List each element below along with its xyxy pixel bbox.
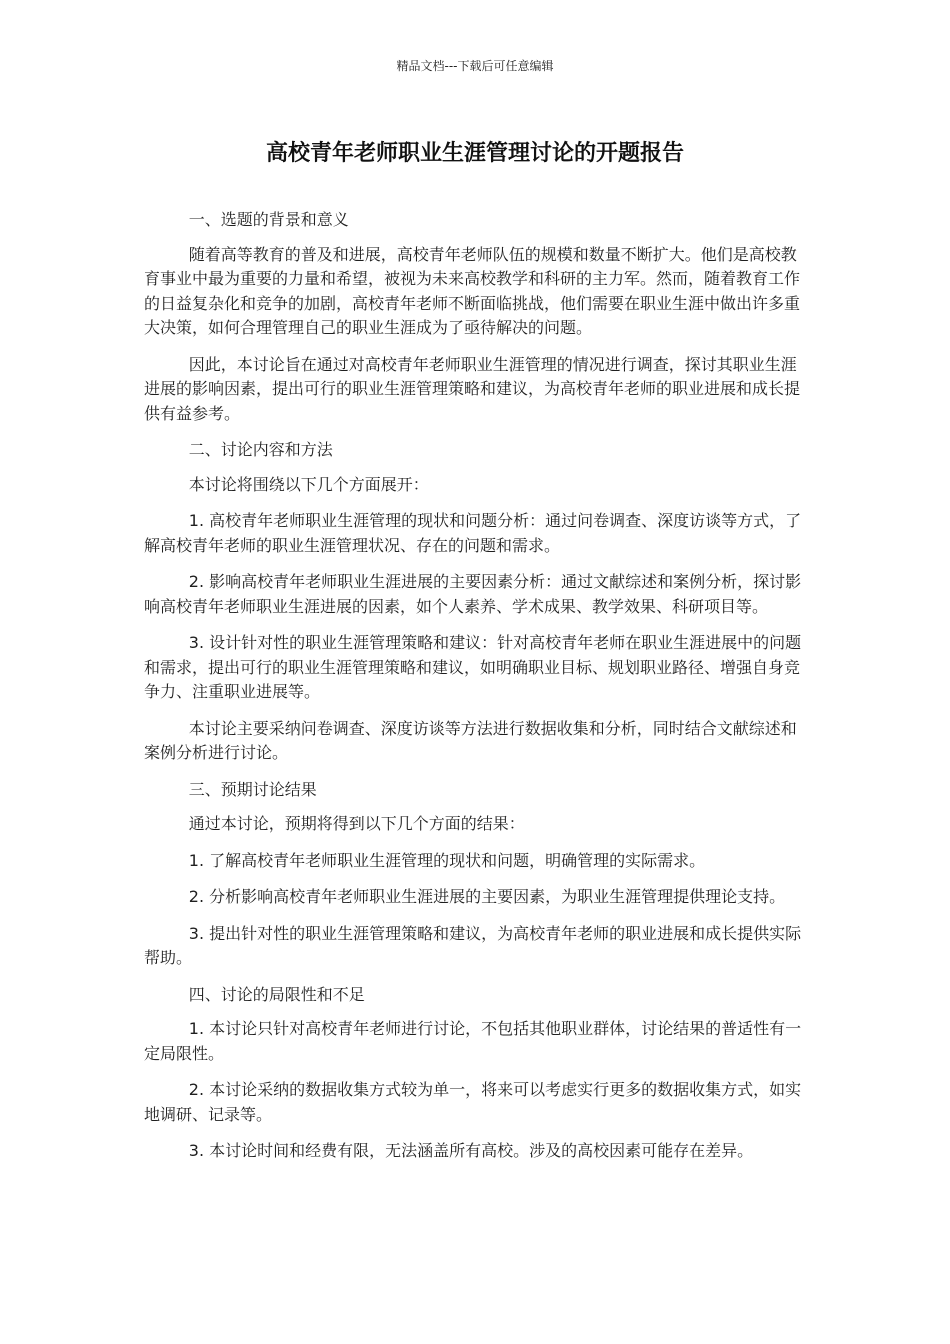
header-note: 精品文档---下载后可任意编辑 xyxy=(396,59,554,73)
list-item-results-3: 3. 提出针对性的职业生涯管理策略和建议，为高校青年老师的职业进展和成长提供实际帮助。 xyxy=(144,923,802,967)
list-item-limitations-3: 3. 本讨论时间和经费有限，无法涵盖所有高校。涉及的高校因素可能存在差异。 xyxy=(188,1141,754,1160)
list-item-content-3: 3. 设计针对性的职业生涯管理策略和建议：针对高校青年老师在职业生涯进展中的问题和需求，提出可行的职业生涯管理策略和建议，如明确职业目标、规划职业路径、增强自身竞争力、注重职业进展等。 xyxy=(144,633,802,701)
list-item-limitations-1: 1. 本讨论只针对高校青年老师进行讨论，不包括其他职业群体，讨论结果的普适性有一定局限性。 xyxy=(144,1019,802,1063)
document-body xyxy=(144,208,806,1176)
list-item-content-1: 1. 高校青年老师职业生涯管理的现状和问题分析：通过问卷调查、深度访谈等方式，了解高校青年老师的职业生涯管理状况、存在的问题和需求。 xyxy=(144,511,802,555)
section-heading-results: 三、预期讨论结果 xyxy=(188,779,317,799)
paragraph-method: 本讨论主要采纳问卷调查、深度访谈等方法进行数据收集和分析，同时结合文献综述和案例分析进行讨论。 xyxy=(144,718,797,762)
paragraph-results-intro: 通过本讨论，预期将得到以下几个方面的结果： xyxy=(188,814,525,833)
list-item-results-2: 2. 分析影响高校青年老师职业生涯进展的主要因素，为职业生涯管理提供理论支持。 xyxy=(188,887,786,906)
section-heading-limitations: 四、讨论的局限性和不足 xyxy=(188,984,365,1004)
paragraph-background-1: 随着高等教育的普及和进展，高校青年老师队伍的规模和数量不断扩大。他们是高校教育事业中最为重要的力量和希望，被视为未来高校教学和科研的主力军。然而，随着教育工作的日益复杂化和竞争的加剧，高校青年老师不断面临挑战，他们需要在职业生涯中做出许多重大决策，如何合理管理自己的职业生涯成为了亟待解决的问题。 xyxy=(144,244,801,337)
list-item-results-1: 1. 了解高校青年老师职业生涯管理的现状和问题，明确管理的实际需求。 xyxy=(188,850,706,870)
paragraph-background-2: 因此，本讨论旨在通过对高校青年老师职业生涯管理的情况进行调查，探讨其职业生涯进展的影响因素，提出可行的职业生涯管理策略和建议，为高校青年老师的职业进展和成长提供有益参考。 xyxy=(144,354,801,423)
paragraph-content-intro: 本讨论将围绕以下几个方面展开： xyxy=(188,474,429,494)
page-title: 高校青年老师职业生涯管理讨论的开题报告 xyxy=(265,141,684,166)
section-heading-background: 一、选题的背景和意义 xyxy=(188,210,349,229)
list-item-content-2: 2. 影响高校青年老师职业生涯进展的主要因素分析：通过文献综述和案例分析，探讨影响高校青年老师职业生涯进展的因素，如个人素养、学术成果、教学效果、科研项目等。 xyxy=(144,572,802,616)
section-heading-content-method: 二、讨论内容和方法 xyxy=(188,440,333,459)
list-item-limitations-2: 2. 本讨论采纳的数据收集方式较为单一，将来可以考虑实行更多的数据收集方式，如实地调研、记录等。 xyxy=(144,1080,802,1124)
